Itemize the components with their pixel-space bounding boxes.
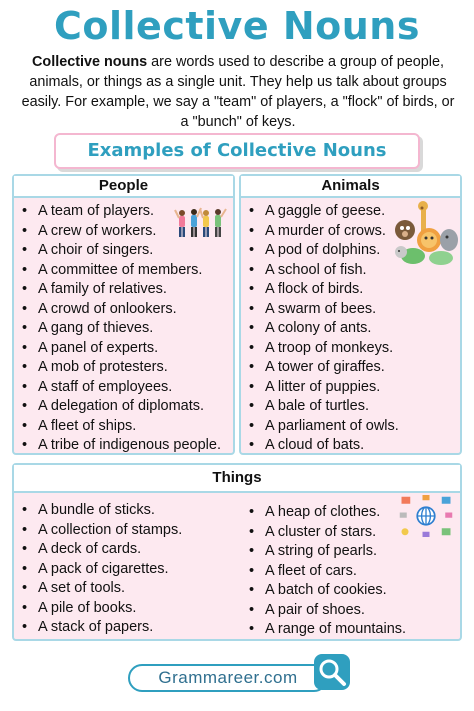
things-item: • A batch of cookies. — [247, 581, 406, 601]
animals-item: • A tower of giraffes. — [247, 358, 399, 378]
animals-group-illustration — [391, 200, 461, 266]
people-item: • A choir of singers. — [20, 241, 221, 261]
things-item: • A fleet of cars. — [247, 562, 406, 582]
things-left-list — [20, 501, 182, 638]
animals-item: • A gaggle of geese. — [247, 202, 399, 222]
examples-banner: Examples of Collective Nouns — [54, 133, 420, 169]
things-item: • A pile of books. — [20, 599, 182, 619]
things-panel — [12, 463, 462, 641]
animals-panel — [239, 174, 462, 455]
things-item: • A heap of clothes. — [247, 503, 406, 523]
people-item: • A mob of protesters. — [20, 358, 221, 378]
things-right-list — [247, 503, 406, 640]
people-list — [20, 202, 221, 456]
people-item: • A crowd of onlookers. — [20, 300, 221, 320]
things-item: • A pack of cigarettes. — [20, 560, 182, 580]
people-item: • A committee of members. — [20, 261, 221, 281]
people-item: • A delegation of diplomats. — [20, 397, 221, 417]
people-item: • A gang of thieves. — [20, 319, 221, 339]
intro-bold: Collective nouns — [32, 54, 148, 70]
people-heading: People — [14, 176, 233, 198]
things-item: • A range of mountains. — [247, 620, 406, 640]
things-item: • A collection of stamps. — [20, 521, 182, 541]
animals-heading: Animals — [241, 176, 460, 198]
animals-item: • A cloud of bats. — [247, 436, 399, 456]
animals-item: • A parliament of owls. — [247, 417, 399, 437]
people-item: • A tribe of indigenous people. — [20, 436, 221, 456]
people-item: • A team of players. — [20, 202, 221, 222]
things-item: • A set of tools. — [20, 579, 182, 599]
animals-list — [247, 202, 399, 456]
people-item: • A panel of experts. — [20, 339, 221, 359]
animals-item: • A bale of turtles. — [247, 397, 399, 417]
animals-item: • A litter of puppies. — [247, 378, 399, 398]
things-item: • A string of pearls. — [247, 542, 406, 562]
people-item: • A staff of employees. — [20, 378, 221, 398]
website-link[interactable]: Grammareer.com — [128, 664, 328, 692]
animals-item: • A pod of dolphins. — [247, 241, 399, 261]
intro-text: are words used to describe a group of people, animals, or things as a single unit. They help us talk about groups easily. For example, we say a "team" of players, a "flock" of birds, or a "bunch" of keys. — [21, 54, 455, 130]
page-title: Collective Nouns — [54, 4, 420, 48]
things-item: • A bundle of sticks. — [20, 501, 182, 521]
things-icons-illustration — [398, 493, 454, 539]
animals-item: • A swarm of bees. — [247, 300, 399, 320]
animals-item: • A troop of monkeys. — [247, 339, 399, 359]
things-heading: Things — [14, 465, 460, 493]
things-item: • A deck of cards. — [20, 540, 182, 560]
people-item: • A crew of workers. — [20, 222, 221, 242]
people-group-illustration — [174, 204, 230, 240]
people-item: • A fleet of ships. — [20, 417, 221, 437]
things-item: • A pair of shoes. — [247, 601, 406, 621]
people-panel — [12, 174, 235, 455]
people-item: • A family of relatives. — [20, 280, 221, 300]
things-item: • A stack of papers. — [20, 618, 182, 638]
intro-paragraph — [18, 52, 458, 132]
things-item: • A cluster of stars. — [247, 523, 406, 543]
animals-item: • A flock of birds. — [247, 280, 399, 300]
magnifier-icon — [312, 652, 352, 692]
animals-item: • A colony of ants. — [247, 319, 399, 339]
animals-item: • A murder of crows. — [247, 222, 399, 242]
animals-item: • A school of fish. — [247, 261, 399, 281]
